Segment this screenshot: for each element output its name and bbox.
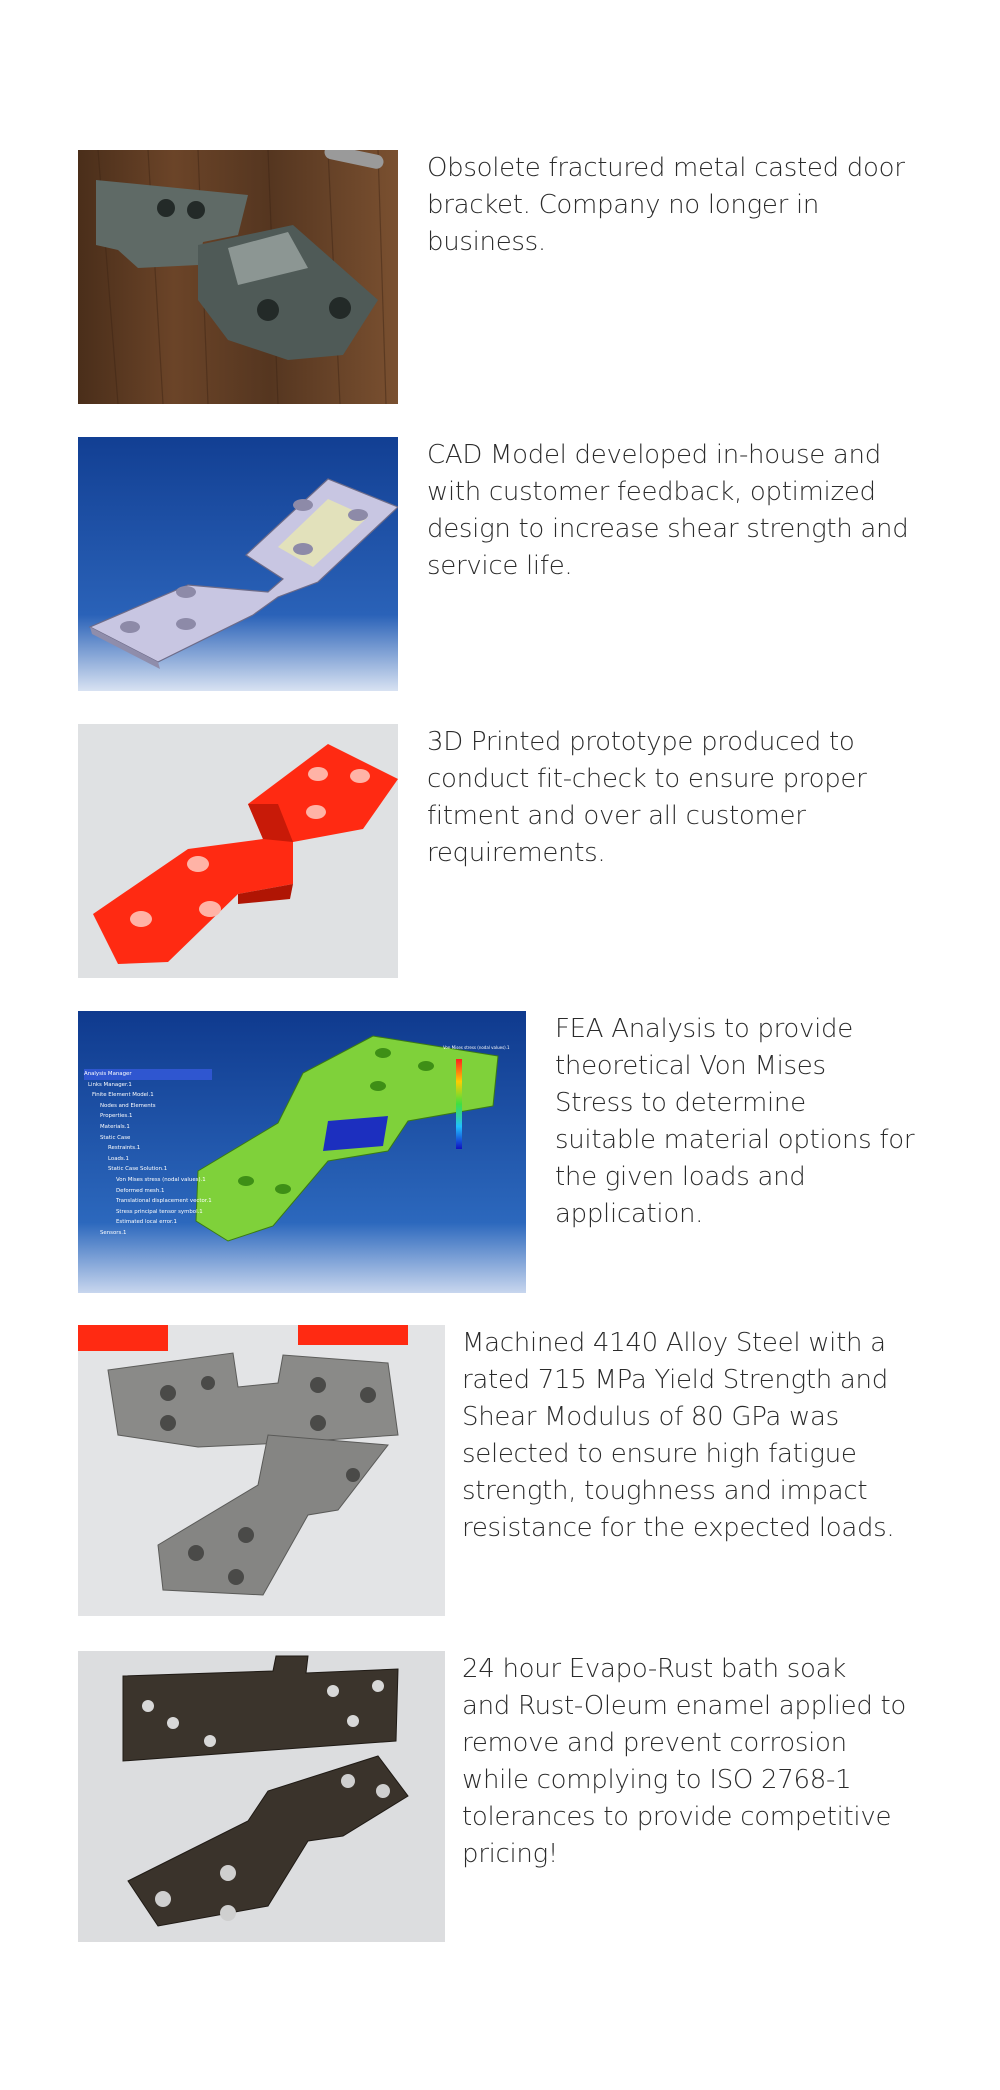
step-description: 24 hour Evapo-Rust bath soak and Rust-Oleum enamel applied to remove and prevent corrosion while complying to ISO 2768-1 tolerances to provide competitive pricing! (462, 1654, 907, 1869)
step-description: CAD Model developed in-house and with customer feedback, optimized design to increase shear strength and service life. (427, 440, 909, 581)
fea-tree-item: Von Mises stress (nodal values).1 (116, 1176, 206, 1183)
fea-tree-item: Deformed mesh.1 (116, 1187, 165, 1194)
fea-tree-item: Links Manager.1 (88, 1081, 132, 1088)
fea-tree (84, 1069, 212, 1239)
fea-tree-item: Static Case Solution.1 (108, 1166, 168, 1173)
fea-tree-item: Restraints.1 (108, 1145, 141, 1152)
step-description: 3D Printed prototype produced to conduct fit-check to ensure proper fitment and over all customer requirements. (427, 727, 867, 868)
finished-brackets-photo (78, 1651, 445, 1942)
fea-tree-item: Stress principal tensor symbol.1 (116, 1208, 203, 1215)
prototype-photo (78, 724, 398, 978)
step-3d-prototype (78, 724, 920, 978)
step-description: FEA Analysis to provide theoretical Von Mises Stress to determine suitable material options for the given loads and application. (555, 1014, 915, 1229)
fea-tree-item: Analysis Manager (84, 1069, 212, 1080)
step-description: Machined 4140 Alloy Steel with a rated 715 MPa Yield Strength and Shear Modulus of 80 GPa was selected to ensure high fatigue strength, toughness and impact resistance for the expected loads. (462, 1328, 895, 1543)
fea-analysis-screenshot (78, 1011, 526, 1293)
cad-model-render (78, 437, 398, 691)
fea-tree-item: Estimated local error.1 (116, 1219, 177, 1226)
fea-legend-title: Von Mises stress (nodal values).1 (443, 1045, 510, 1050)
fea-tree-item: Materials.1 (100, 1123, 130, 1130)
fea-tree-item: Nodes and Elements (100, 1102, 156, 1109)
step-description: Obsolete fractured metal casted door bracket. Company no longer in business. (427, 153, 905, 257)
step-cad-model (78, 437, 920, 691)
fea-tree-item: Sensors.1 (100, 1229, 127, 1236)
step-obsolete-part (78, 150, 920, 404)
fea-tree-item: Loads.1 (108, 1155, 129, 1162)
fea-tree-item: Properties.1 (100, 1113, 133, 1120)
fea-tree-item: Translational displacement vector.1 (116, 1198, 212, 1205)
step-finish-coating (78, 1651, 920, 1942)
fea-tree-item: Finite Element Model.1 (92, 1092, 154, 1099)
machined-steel-photo (78, 1325, 445, 1616)
fea-tree-item: Static Case (100, 1134, 131, 1141)
fractured-bracket-photo (78, 150, 398, 404)
step-machined-steel (78, 1325, 920, 1616)
step-fea-analysis (78, 1011, 920, 1293)
